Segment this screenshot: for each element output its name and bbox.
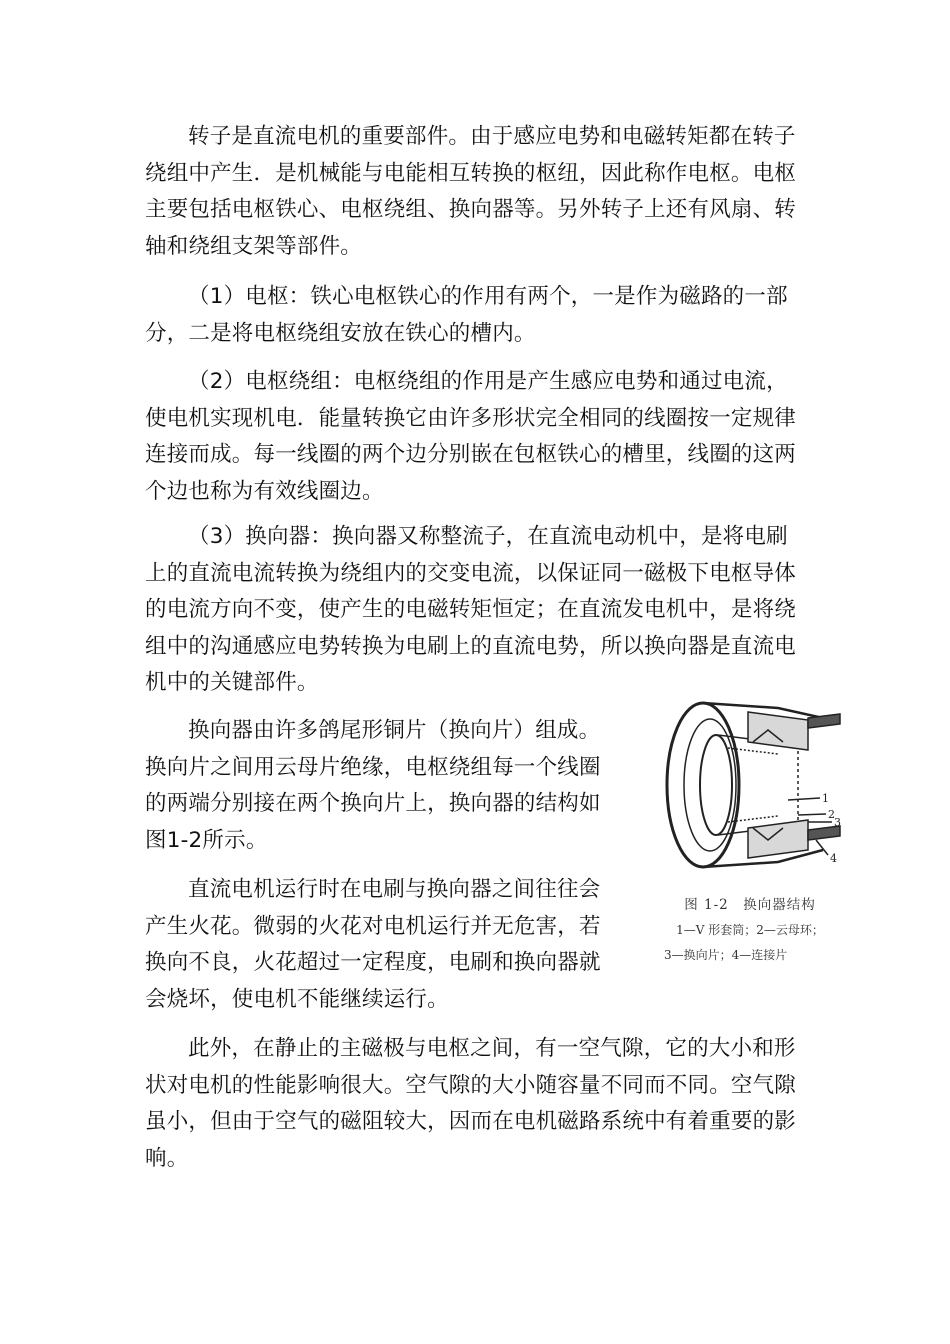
paragraph-sparking: 直流电机运行时在电刷与换向器之间往往会产生火花。微弱的火花对电机运行并无危害，若换向不良，火花超过一定程度，电刷和换向器就会烧坏，使电机不能继续运行。 [145,877,601,1012]
paragraph-commutator-structure: 换向器由许多鸽尾形铜片（换向片）组成。换向片之间用云母片绝缘，电枢绕组每一个线圈的两端分别接在两个换向片上，换向器的结构如图1-2所示。 [145,718,601,853]
callout-4: 4 [830,852,837,865]
paragraph-air-gap: 此外，在静止的主磁极与电枢之间，有一空气隙，它的大小和形状对电机的性能影响很大。空气隙的大小随容量不同而不同。空气隙虽小，但由于空气的磁阻较大，因而在电机磁路系统中有着重要的影响。 [145,1036,797,1171]
figure-caption-title: 图 1-2 换向器结构 [684,897,816,913]
paragraph-rotor-intro: 转子是直流电机的重要部件。由于感应电势和电磁转矩都在转子绕组中产生．是机械能与电能相互转换的枢纽，因此称作电枢。电枢主要包括电枢铁心、电枢绕组、换向器等。另外转子上还有风扇、转轴和绕组支架等部件。 [145,124,797,259]
paragraph-commutator: （3）换向器：换向器又称整流子，在直流电动机中，是将电刷上的直流电流转换为绕组内的交变电流，以保证同一磁极下电枢导体的电流方向不变，使产生的电磁转矩恒定；在直流发电机中，是将绕组中的沟通感应电势转换为电刷上的直流电势，所以换向器是直流电机中的关键部件。 [145,524,797,695]
figure-caption-line-2: 3—换向片；4—连接片 [664,948,788,962]
figure-caption-line-1: 1—V 形套筒；2—云母环； [676,923,824,937]
callout-1: 1 [822,792,829,805]
callout-3: 3 [834,816,841,829]
commutator-structure-figure [658,690,848,890]
paragraph-armature-winding: （2）电枢绕组：电枢绕组的作用是产生感应电势和通过电流，使电机实现机电．能量转换它由许多形状完全相同的线圈按一定规律连接而成。每一线圈的两个边分别嵌在包枢铁心的槽里，线圈的这两个边也称为有效线圈边。 [145,369,797,504]
callout-2: 2 [828,808,835,821]
paragraph-armature-core: （1）电枢：铁心电枢铁心的作用有两个，一是作为磁路的一部分，二是将电枢绕组安放在铁心的槽内。 [145,284,788,346]
